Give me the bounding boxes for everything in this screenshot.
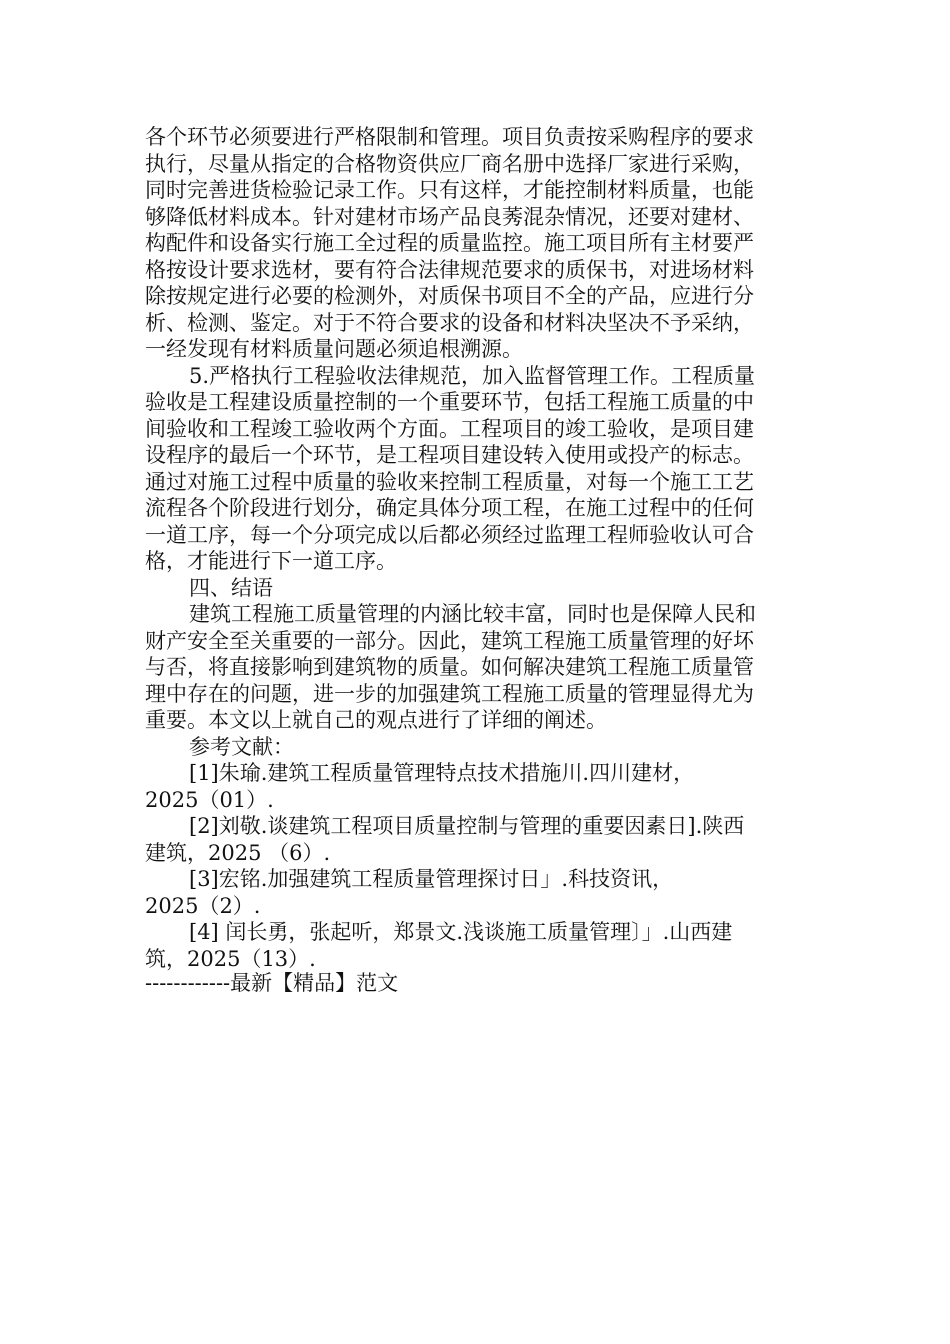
reference-line: 2025（01）. — [145, 787, 274, 812]
reference-line: [1]朱瑜.建筑工程质量管理特点技术措施川.四川建材， — [189, 761, 695, 785]
text-line: 一经发现有材料质量问题必须追根溯源。 — [145, 337, 523, 361]
text-line: 流程各个阶段进行划分，确定具体分项工程，在施工过程中的任何 — [145, 496, 754, 520]
text-line: 理中存在的问题，进一步的加强建筑工程施工质量的管理显得尤为 — [145, 681, 754, 706]
references-title: 参考文献： — [189, 734, 294, 759]
text-line: 财产安全至关重要的一部分。因此，建筑工程施工质量管理的好坏 — [145, 628, 754, 653]
text-line: 各个环节必须要进行严格限制和管理。项目负责按采购程序的要求 — [145, 125, 754, 149]
text-line: 够降低材料成本。针对建材市场产品良莠混杂情况，还要对建材、 — [145, 204, 754, 229]
para-materials-control — [145, 124, 800, 363]
text-line: 格按设计要求选材，要有符合法律规范要求的质保书，对进场材料 — [145, 257, 754, 282]
text-line: 析、检测、鉴定。对于不符合要求的设备和材料决坚决不予采纳， — [145, 310, 754, 335]
text-line: 一道工序，每一个分项完成以后都必须经过监理工程师验收认可合 — [145, 522, 754, 547]
text-line: 除按规定进行必要的检测外，对质保书项目不全的产品，应进行分 — [145, 284, 754, 308]
para-conclusion — [145, 601, 800, 734]
reference-line: [2]刘敬.谈建筑工程项目质量控制与管理的重要因素日].陕西 — [189, 814, 745, 838]
reference-1 — [145, 760, 800, 813]
text-line: 设程序的最后一个环节，是工程项目建设转入使用或投产的标志。 — [145, 443, 754, 467]
text-line: 与否，将直接影响到建筑物的质量。如何解决建筑工程施工质量管 — [145, 655, 754, 679]
text-line: 间验收和工程竣工验收两个方面。工程项目的竣工验收，是项目建 — [145, 416, 754, 441]
para-acceptance — [145, 363, 800, 575]
section-heading-conclusion — [145, 575, 800, 602]
reference-line: 筑，2025（13）. — [145, 946, 316, 971]
text-line: 5.严格执行工程验收法律规范，加入监督管理工作。工程质量 — [189, 363, 756, 388]
text-line: 重要。本文以上就自己的观点进行了详细的阐述。 — [145, 708, 607, 732]
reference-2 — [145, 813, 800, 866]
text-line: 验收是工程建设质量控制的一个重要环节，包括工程施工质量的中 — [145, 390, 754, 414]
section-heading: 四、结语 — [189, 575, 273, 600]
text-line: 格，才能进行下一道工序。 — [145, 549, 397, 573]
text-line: 构配件和设备实行施工全过程的质量监控。施工项目所有主材要严 — [145, 231, 754, 255]
references-heading — [145, 734, 800, 761]
text-line: 执行，尽量从指定的合格物资供应厂商名册中选择厂家进行采购， — [145, 151, 754, 176]
text-line: 同时完善进货检验记录工作。只有这样，才能控制材料质量，也能 — [145, 178, 754, 202]
text-line: 建筑工程施工质量管理的内涵比较丰富，同时也是保障人民和 — [189, 602, 756, 626]
reference-line: 建筑，2025 （6）. — [145, 840, 331, 865]
footer-tagline: ------------最新【精品】范文 — [145, 971, 399, 995]
text-line: 通过对施工过程中质量的验收来控制工程质量，对每一个施工工艺 — [145, 469, 754, 494]
reference-line: [4] 闰长勇，张起听，郑景文.浅谈施工质量管理〕」.山西建 — [189, 920, 733, 944]
reference-line: [3]宏铭.加强建筑工程质量管理探讨日」.科技资讯， — [189, 867, 674, 891]
reference-4 — [145, 919, 800, 972]
reference-3 — [145, 866, 800, 919]
document-body — [145, 124, 800, 972]
reference-line: 2025（2）. — [145, 893, 261, 918]
